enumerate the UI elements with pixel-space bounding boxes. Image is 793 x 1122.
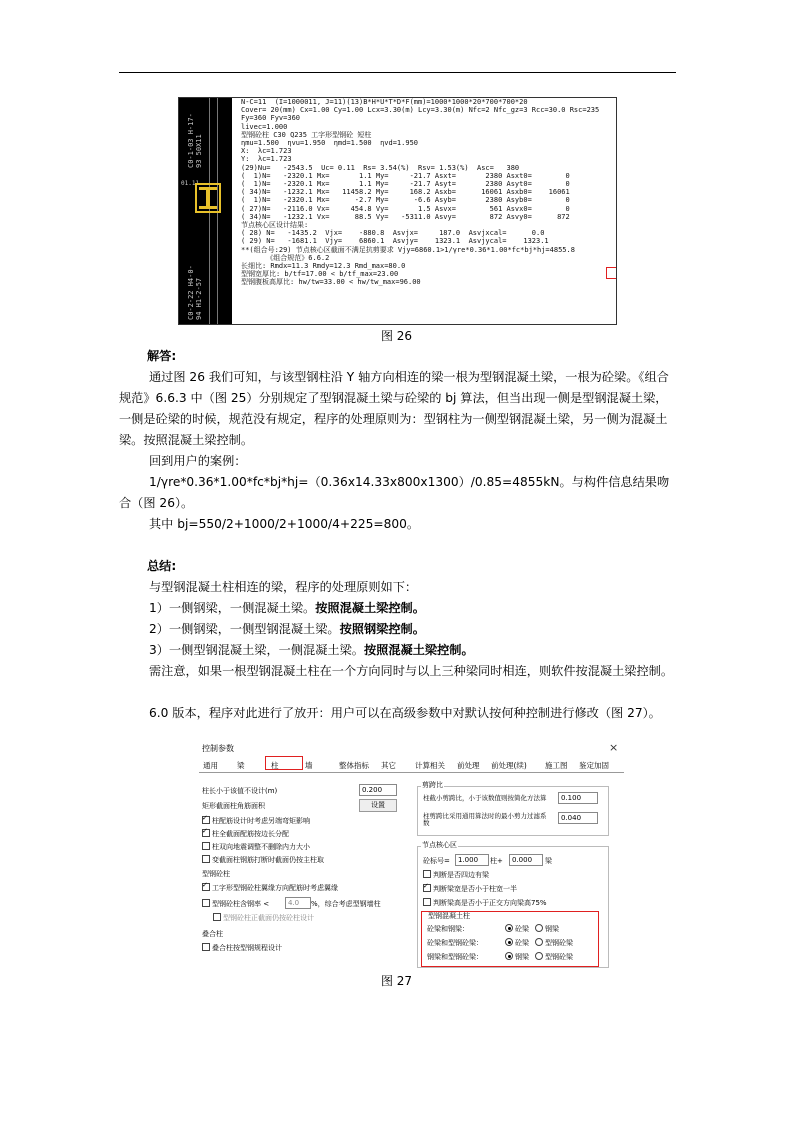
src-row-2: 砼梁和型钢砼梁： 砼梁 型钢砼梁: [427, 939, 573, 947]
close-icon[interactable]: ×: [609, 741, 619, 754]
control-params-dialog: [199, 740, 624, 970]
tab-bar: [199, 758, 624, 773]
side-label-mid: 01.11: [181, 180, 200, 187]
shear-input-1[interactable]: 0.100: [558, 792, 598, 804]
calc-line: 节点核心区设计结果:: [241, 221, 309, 230]
checkbox-checked[interactable]: [202, 829, 210, 837]
answer-heading: 解答:: [147, 349, 177, 363]
checkbox[interactable]: [423, 898, 431, 906]
side-label-bottom: C0-2-22 H4-0-94 H1-2-57: [187, 265, 203, 320]
figure-27-caption: 图 27: [380, 974, 413, 988]
tab-general[interactable]: 通用: [203, 761, 218, 770]
src-highlight-box: [421, 911, 599, 967]
summary-item-1: 1）一侧钢梁，一侧混凝土梁。按照混凝土梁控制。: [149, 601, 425, 615]
joint-unit-label: 梁: [545, 857, 552, 865]
tab-other[interactable]: 其它: [381, 761, 396, 770]
tab-appraisal[interactable]: 鉴定加固: [579, 761, 609, 770]
tab-global-index[interactable]: 整体指标: [339, 761, 369, 770]
figure-26-screenshot: [178, 97, 617, 325]
checkbox-checked[interactable]: [202, 816, 210, 824]
i-beam-section-icon: [195, 183, 221, 213]
tab-wall[interactable]: 墙: [305, 761, 313, 770]
summary-heading: 总结:: [147, 559, 177, 573]
calc-line: 型钢腹板高厚比: hw/tw=33.00 < hw/tw_max=96.00: [241, 278, 421, 287]
calc-line: **(组合号:29) 节点核心区截面不满足抗剪要求 Vjy=6860.1>1/γre*0.36*1.00*fc*bj*hj=4855.8: [241, 245, 575, 254]
calc-line: Cover= 20(mm) Cx=1.00 Cy=1.00 Lcx=3.30(m) Lcy=3.30(m) Nfc=2 Nfc_gz=3 Rcc=30.0 Rsc=235: [241, 106, 600, 115]
summary-intro: 与型钢混凝土柱相连的梁，程序的处理原则如下：: [149, 580, 418, 594]
calc-line: Y: λc=1.723: [241, 155, 292, 164]
highlight-box: [606, 267, 617, 279]
answer-paragraph-2: 回到用户的案例：: [149, 454, 247, 468]
checkbox-row[interactable]: ✓判断梁宽是否小于柱宽一半: [423, 884, 517, 894]
figure-26-side-panel: [179, 98, 232, 324]
dialog-title: 控制参数: [202, 744, 234, 753]
joint-group-label: 节点核心区: [422, 841, 457, 849]
answer-paragraph-3: 1/γre*0.36*1.00*fc*bj*hj=（0.36x14.33x800x1300）/0.85=4855kN。与构件信息结果吻合（图 26）。: [119, 475, 670, 510]
checkbox[interactable]: [202, 842, 210, 850]
tab-preprocess-cont[interactable]: 前处理(续): [491, 761, 527, 770]
tab-drawing[interactable]: 施工图: [545, 761, 568, 770]
checkbox[interactable]: [423, 870, 431, 878]
src-group-label: 型钢混凝土柱: [428, 912, 470, 920]
checkbox-row[interactable]: ✓工字形型钢砼柱翼缘方向配筋时考虑翼缘: [202, 883, 338, 893]
calc-line: ( 34)N= -1232.1 Mx= 11458.2 My= 168.2 Asxb= 16061 Asxb0= 16061: [241, 188, 570, 197]
calc-line: ( 34)N= -1232.1 Vx= 88.5 Vy= -5311.0 Asvy= 872 Asvy0= 872: [241, 212, 570, 221]
joint-input-2[interactable]: 0.000: [509, 854, 543, 866]
shear-group-label: 剪跨比: [422, 781, 443, 789]
calc-line: 型钢宽厚比: b/tf=17.00 < b/tf_max=23.00: [241, 270, 399, 279]
shear-row-1-label: 柱截小剪跨比，小于该数值则按简化方法算: [423, 794, 547, 802]
checkbox-checked[interactable]: [202, 883, 210, 891]
calc-line: ( 1)N= -2320.1 Mx= -2.7 My= -6.6 Asyb= 2380 Asyb0= 0: [241, 196, 570, 205]
calc-line: ( 29) N= -1681.1 Vjy= 6860.1 Asvjy= 1323.1 Asvjycal= 1323.1: [241, 237, 549, 246]
calc-line: (29)Nu= -2543.5 Uc= 0.11 Rs= 3.54(%) Rsv= 1.53(%) Asc= 380: [241, 163, 520, 172]
checkbox[interactable]: [202, 943, 210, 951]
stack-group-label: 叠合柱: [202, 930, 223, 938]
checkbox-row[interactable]: 叠合柱按型钢规程设计: [202, 943, 282, 953]
calc-line: X: λc=1.723: [241, 147, 292, 156]
calc-line: 《组合规范》6.6.2: [241, 253, 330, 262]
side-label-top: C0-1-03 H-17-93 50X11: [187, 113, 203, 168]
calc-line: ( 28) N= -1435.2 Vjx= -880.8 Asvjx= 187.0 Asvjxcal= 0.0: [241, 229, 545, 238]
checkbox-row[interactable]: 判断是否四边有梁: [423, 870, 489, 880]
calc-line: 型钢砼柱 C30 Q235 工字形型钢砼 短柱: [241, 130, 372, 139]
calc-line: ( 27)N= -2116.0 Vx= 454.8 Vy= 1.5 Asvx= 561 Asvx0= 0: [241, 204, 570, 213]
calc-line: ( 1)N= -2320.1 Mx= 1.1 My= -21.7 Asyt= 2380 Asyt0= 0: [241, 180, 570, 189]
summary-paragraph-2: 需注意，如果一根型钢混凝土柱在一个方向同时与以上三种梁同时相连，则软件按混凝土梁控制。: [149, 664, 674, 678]
tab-column[interactable]: 柱: [271, 761, 279, 770]
checkbox-checked[interactable]: [423, 884, 431, 892]
calc-line: ηmu=1.500 ηvu=1.950 ηmd=1.500 ηvd=1.950: [241, 139, 419, 148]
checkbox[interactable]: [202, 899, 210, 907]
checkbox-row[interactable]: 判断梁高是否小于正交方向梁高75%: [423, 898, 547, 908]
calc-line: Fy=360 Fyv=360: [241, 114, 301, 123]
summary-item-2: 2）一侧钢梁，一侧型钢混凝土梁。按照钢梁控制。: [149, 622, 425, 636]
checkbox-row[interactable]: 柱双向地震调整不删除内力大小: [202, 842, 310, 852]
checkbox-row[interactable]: 变截面柱钢筋打断时截面仍按主柱取: [202, 855, 324, 865]
calc-line: ( 1)N= -2320.1 Mx= 1.1 My= -21.7 Asxt= 2380 Asxt0= 0: [241, 171, 570, 180]
answer-paragraph-1: 通过图 26 我们可知，与该型钢柱沿 Y 轴方向相连的梁一根为型钢混凝土梁，一根为砼梁。《组合规范》6.6.3 中（图 25）分别规定了型钢混凝土梁与砼梁的 bj 算法，但当出现一侧是型钢混凝土梁，一侧是砼梁的时候，规范没有规定，程序的处理原则为：型钢柱为一侧型钢混凝土梁，另一侧为混凝土梁。按照混凝土梁控制。: [119, 370, 669, 447]
tab-calc[interactable]: 计算相关: [415, 761, 445, 770]
calc-line: 长细比: Rmdx=11.3 Rmdy=12.3 Rmd_max=80.0: [241, 262, 406, 271]
shear-row-2-label: 柱剪跨比采用通用算法时的最小剪力过滤系数: [423, 812, 547, 827]
calc-line: N-C=11 (I=1000011, J=11)(13)B*H*U*T*D*F(mm)=1000*1000*20*700*700*20: [241, 98, 528, 106]
calc-line: livec=1.000: [241, 122, 288, 131]
checkbox-row[interactable]: 型钢砼柱正截面仍按砼柱设计: [213, 913, 314, 923]
src-row-3: 钢梁和型钢砼梁： 钢梁 型钢砼梁: [427, 953, 573, 961]
src-row-1: 砼梁和钢梁： 砼梁 钢梁: [427, 925, 559, 933]
steel-ratio-input[interactable]: 4.0: [285, 897, 311, 909]
figure-26-caption: 图 26: [380, 329, 413, 343]
min-length-input[interactable]: 0.200: [359, 784, 397, 796]
joint-grade-label: 砼标号=: [423, 857, 450, 865]
checkbox-row[interactable]: ✓柱全截面配筋按边长分配: [202, 829, 289, 839]
min-length-label: 柱长小于该值不设计(m): [202, 787, 278, 795]
steel-ratio-post-label: %，综合考虑型钢墙柱: [311, 900, 381, 908]
checkbox[interactable]: [202, 855, 210, 863]
column-calc-output: [241, 98, 613, 287]
joint-input-1[interactable]: 1.000: [455, 854, 489, 866]
checkbox-row[interactable]: ✓柱配筋设计时考虑另端弯矩影响: [202, 816, 310, 826]
tab-beam[interactable]: 梁: [237, 761, 245, 770]
header-rule: [119, 72, 676, 73]
settings-button[interactable]: 设置: [359, 799, 397, 812]
checkbox[interactable]: [213, 913, 221, 921]
dialog-titlebar: [199, 740, 624, 756]
summary-paragraph-3: 6.0 版本，程序对此进行了放开：用户可以在高级参数中对默认按何种控制进行修改（图 27）。: [149, 706, 661, 720]
tab-preprocess[interactable]: 前处理: [457, 761, 480, 770]
tab-highlight-box: [265, 756, 303, 770]
steel-ratio-row: 型钢砼柱含钢率 <: [202, 899, 269, 909]
joint-plus-label: 柱+: [490, 857, 503, 865]
shear-input-2[interactable]: 0.040: [558, 812, 598, 824]
summary-item-3: 3）一侧型钢混凝土梁，一侧混凝土梁。按照混凝土梁控制。: [149, 643, 474, 657]
answer-paragraph-4: 其中 bj=550/2+1000/2+1000/4+225=800。: [149, 517, 420, 531]
rect-area-label: 矩形截面柱角筋面积: [202, 802, 265, 810]
steel-group-label: 型钢砼柱: [202, 870, 230, 878]
